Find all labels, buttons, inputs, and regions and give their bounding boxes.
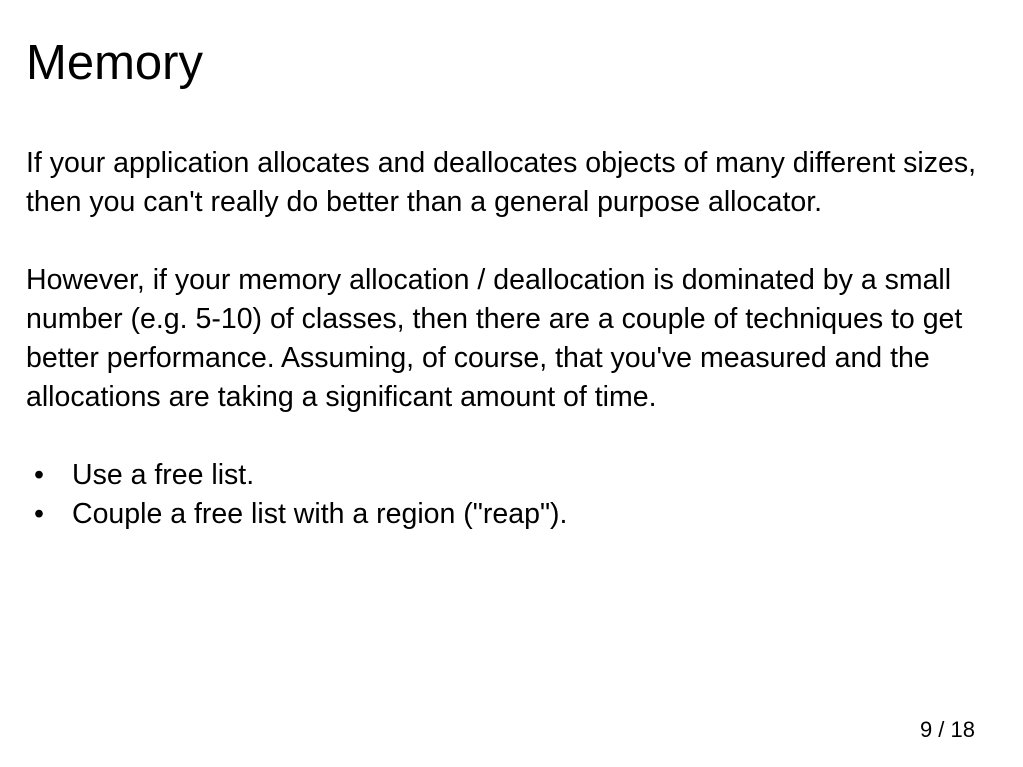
page-number: 9 / 18 xyxy=(919,717,975,742)
bullet-list xyxy=(26,456,1001,534)
slide-title: Memory xyxy=(26,36,203,90)
paragraph-techniques: However, if your memory allocation / deallocation is dominated by a small number (e.g. 5-10) of classes, then there are a couple of techniques to get better performance. Assuming, of course, that you've measured and the allocations are taking a significant amount of time. xyxy=(26,264,963,413)
bullet-icon: • xyxy=(34,498,44,530)
paragraph-general-allocator: If your application allocates and deallocates objects of many different sizes, then you can't really do better than a general purpose allocator. xyxy=(26,147,977,218)
bullet-text: Use a free list. xyxy=(72,459,255,491)
bullet-icon: • xyxy=(34,459,44,491)
bullet-item-reap xyxy=(26,495,1001,534)
bullet-text: Couple a free list with a region ("reap"). xyxy=(72,498,568,530)
slide-body xyxy=(26,144,1001,534)
bullet-item-free-list xyxy=(26,456,1001,495)
